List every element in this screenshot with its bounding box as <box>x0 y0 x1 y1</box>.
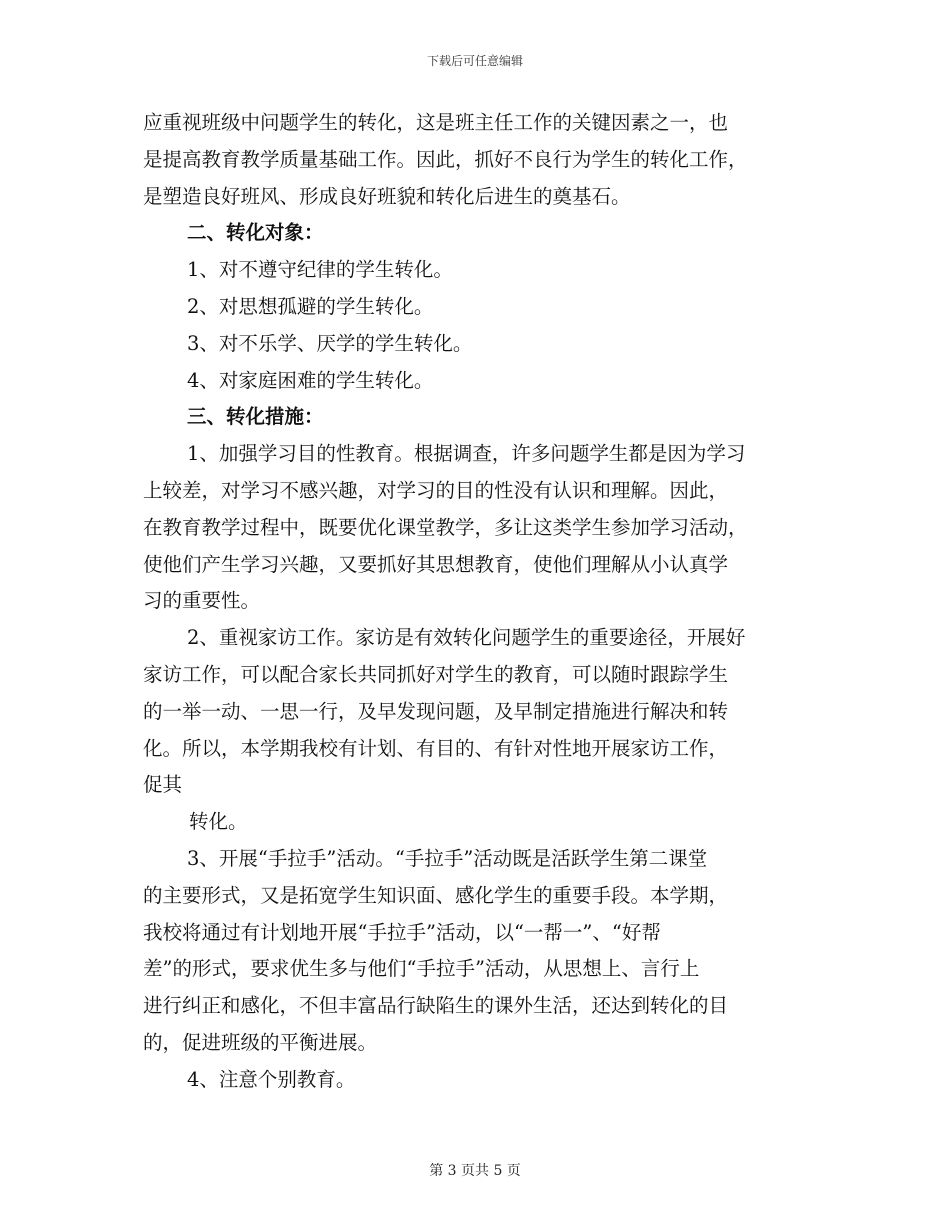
paragraph-line: 3、开展“手拉手”活动。“手拉手”活动既是活跃学生第二课堂 <box>187 846 708 870</box>
paragraph-line: 我校将通过有计划地开展“手拉手”活动，以“一帮一”、“好帮 <box>143 920 661 944</box>
section-heading: 二、转化对象： <box>187 221 324 245</box>
paragraph-line: 转化。 <box>189 810 248 834</box>
paragraph-line: 进行纠正和感化，不但丰富品行缺陷生的课外生活，还达到转化的目 <box>143 994 729 1018</box>
paragraph-line: 的主要形式，又是拓宽学生知识面、感化学生的重要手段。本学期， <box>143 883 729 907</box>
paragraph-line: 1、加强学习目的性教育。根据调查，许多问题学生都是因为学习 <box>187 442 746 466</box>
section-heading: 三、转化措施： <box>187 405 324 429</box>
page-header: 下载后可任意编辑 <box>426 54 523 68</box>
paragraph-line: 化。所以，本学期我校有计划、有目的、有针对性地开展家访工作， <box>143 736 729 760</box>
paragraph-line: 是塑造良好班风、形成良好班貌和转化后进生的奠基石。 <box>143 184 631 208</box>
paragraph-line: 促其 <box>143 773 183 797</box>
paragraph-line: 4、注意个别教育。 <box>187 1067 356 1091</box>
document-body <box>143 105 813 1099</box>
paragraph-line: 是提高教育教学质量基础工作。因此，抓好不良行为学生的转化工作， <box>143 147 748 171</box>
list-item: 1、对不遵守纪律的学生转化。 <box>187 258 453 282</box>
list-item: 2、对思想孤避的学生转化。 <box>187 294 434 318</box>
list-item: 4、对家庭困难的学生转化。 <box>187 368 434 392</box>
paragraph-line: 应重视班级中问题学生的转化，这是班主任工作的关键因素之一，也 <box>143 111 729 134</box>
paragraph-line: 习的重要性。 <box>143 589 261 613</box>
paragraph-line: 差”的形式，要求优生多与他们“手拉手”活动，从思想上、言行上 <box>143 957 700 981</box>
paragraph-line: 2、重视家访工作。家访是有效转化问题学生的重要途径，开展好 <box>187 626 746 650</box>
paragraph-line: 上较差，对学习不感兴趣，对学习的目的性没有认识和理解。因此， <box>143 478 729 502</box>
paragraph-line: 的，促进班级的平衡进展。 <box>143 1030 378 1054</box>
paragraph-line: 家访工作，可以配合家长共同抓好对学生的教育，可以随时跟踪学生 <box>143 662 729 686</box>
paragraph-line: 的一举一动、一思一行，及早发现问题，及早制定措施进行解决和转 <box>143 699 729 723</box>
paragraph-line: 在教育教学过程中，既要优化课堂教学，多让这类学生参加学习活动， <box>143 515 748 539</box>
page-footer: 第 3 页共 5 页 <box>429 1163 521 1179</box>
list-item: 3、对不乐学、厌学的学生转化。 <box>187 331 473 355</box>
paragraph-line: 使他们产生学习兴趣，又要抓好其思想教育，使他们理解从小认真学 <box>143 552 729 576</box>
